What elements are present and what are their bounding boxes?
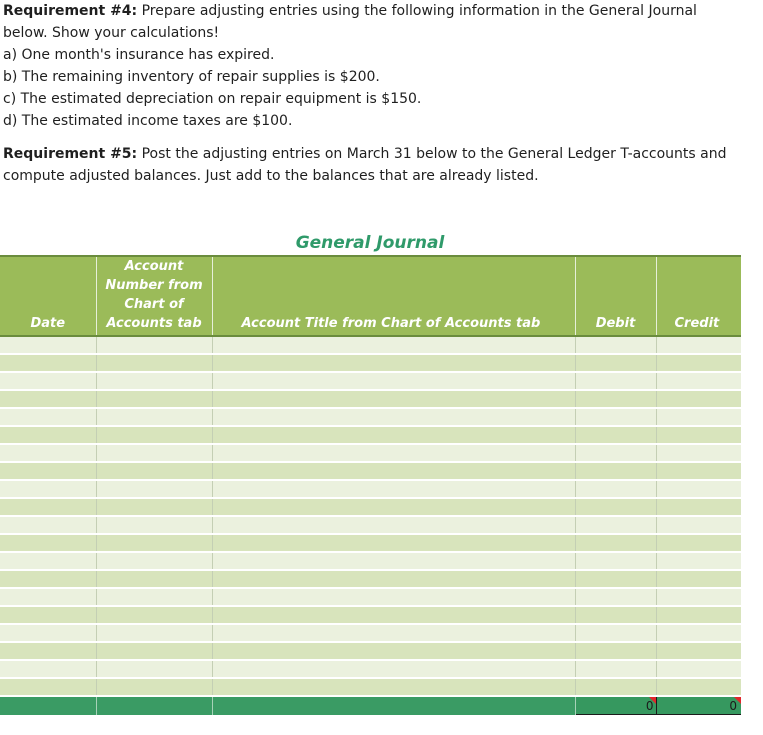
journal-account-title-cell[interactable] (212, 516, 575, 534)
credit-column-header: Credit (656, 256, 741, 336)
journal-debit-cell[interactable] (575, 678, 656, 696)
journal-debit-cell[interactable] (575, 498, 656, 516)
account-number-header-line: Chart of (124, 297, 184, 312)
journal-debit-cell[interactable] (575, 390, 656, 408)
journal-account-number-cell[interactable] (96, 372, 212, 390)
journal-date-cell[interactable] (0, 678, 96, 696)
journal-credit-cell[interactable] (656, 552, 741, 570)
journal-credit-cell[interactable] (656, 444, 741, 462)
journal-entry-row (0, 678, 741, 696)
journal-debit-cell[interactable] (575, 534, 656, 552)
requirement-5-line-2: compute adjusted balances. Just add to the balances that are already listed. (3, 168, 539, 184)
requirement-5-line-1 (3, 143, 759, 165)
total-date-cell (0, 696, 96, 715)
total-account-title-cell (212, 696, 575, 715)
journal-entry-row (0, 408, 741, 426)
journal-account-title-cell[interactable] (212, 678, 575, 696)
journal-account-title-cell[interactable] (212, 552, 575, 570)
journal-account-title-cell[interactable] (212, 354, 575, 372)
journal-date-cell[interactable] (0, 372, 96, 390)
requirement-5-text: Post the adjusting entries on March 31 below to the General Ledger T-accounts and (137, 146, 727, 162)
journal-body (0, 336, 741, 696)
journal-credit-cell[interactable] (656, 390, 741, 408)
journal-debit-cell[interactable] (575, 336, 656, 354)
journal-date-cell[interactable] (0, 498, 96, 516)
journal-account-number-cell[interactable] (96, 534, 212, 552)
comment-indicator-icon[interactable] (649, 697, 656, 704)
journal-account-number-cell[interactable] (96, 444, 212, 462)
journal-entry-row (0, 570, 741, 588)
journal-credit-cell[interactable] (656, 606, 741, 624)
journal-entry-row (0, 480, 741, 498)
debit-column-header: Debit (575, 256, 656, 336)
journal-account-number-cell[interactable] (96, 642, 212, 660)
journal-entry-row (0, 498, 741, 516)
journal-entry-row (0, 444, 741, 462)
journal-credit-cell[interactable] (656, 354, 741, 372)
journal-date-cell[interactable] (0, 354, 96, 372)
requirement-4-item-c: c) The estimated depreciation on repair equipment is $150. (3, 91, 422, 107)
journal-account-title-cell[interactable] (212, 480, 575, 498)
journal-entry-row (0, 462, 741, 480)
credit-total-value: 0 (729, 698, 737, 713)
requirement-4-text: Prepare adjusting entries using the following information in the General Journal (137, 3, 697, 19)
comment-indicator-icon[interactable] (734, 697, 741, 704)
journal-debit-cell[interactable] (575, 570, 656, 588)
instructions (3, 0, 759, 187)
requirement-4-line-1 (3, 0, 759, 22)
journal-account-number-cell[interactable] (96, 336, 212, 354)
journal-header-row (0, 256, 741, 336)
journal-entry-row (0, 426, 741, 444)
journal-account-number-cell[interactable] (96, 606, 212, 624)
requirement-4-label: Requirement #4: (3, 3, 138, 19)
journal-account-number-cell[interactable] (96, 354, 212, 372)
journal-credit-cell[interactable] (656, 570, 741, 588)
journal-credit-cell[interactable] (656, 534, 741, 552)
journal-account-title-cell[interactable] (212, 660, 575, 678)
journal-entry-row (0, 660, 741, 678)
requirement-4-item-b: b) The remaining inventory of repair supplies is $200. (3, 69, 380, 85)
journal-debit-cell[interactable] (575, 444, 656, 462)
journal-debit-cell[interactable] (575, 372, 656, 390)
account-number-header-line: Account (124, 259, 184, 274)
journal-credit-cell[interactable] (656, 588, 741, 606)
journal-entry-row (0, 642, 741, 660)
journal-entry-row (0, 372, 741, 390)
journal-credit-cell[interactable] (656, 408, 741, 426)
journal-credit-cell[interactable] (656, 624, 741, 642)
journal-entry-row (0, 354, 741, 372)
journal-account-number-cell[interactable] (96, 588, 212, 606)
journal-entry-row (0, 534, 741, 552)
journal-date-cell[interactable] (0, 408, 96, 426)
journal-debit-cell[interactable] (575, 624, 656, 642)
journal-date-cell[interactable] (0, 516, 96, 534)
journal-account-title-cell[interactable] (212, 624, 575, 642)
journal-date-cell[interactable] (0, 390, 96, 408)
journal-date-cell[interactable] (0, 336, 96, 354)
journal-credit-cell[interactable] (656, 336, 741, 354)
journal-entry-row (0, 336, 741, 354)
journal-credit-cell[interactable] (656, 660, 741, 678)
journal-credit-cell[interactable] (656, 642, 741, 660)
requirement-4-item-a: a) One month's insurance has expired. (3, 47, 275, 63)
journal-date-cell[interactable] (0, 606, 96, 624)
journal-credit-cell[interactable] (656, 678, 741, 696)
journal-date-cell[interactable] (0, 534, 96, 552)
journal-account-number-cell[interactable] (96, 516, 212, 534)
journal-entry-row (0, 516, 741, 534)
date-column-header: Date (0, 256, 96, 336)
debit-total-cell[interactable] (575, 696, 656, 715)
journal-entry-row (0, 606, 741, 624)
journal-account-title-cell[interactable] (212, 390, 575, 408)
journal-date-cell[interactable] (0, 642, 96, 660)
journal-debit-cell[interactable] (575, 516, 656, 534)
journal-date-cell[interactable] (0, 462, 96, 480)
journal-account-title-cell[interactable] (212, 498, 575, 516)
journal-credit-cell[interactable] (656, 462, 741, 480)
journal-account-number-cell[interactable] (96, 624, 212, 642)
journal-date-cell[interactable] (0, 480, 96, 498)
journal-debit-cell[interactable] (575, 462, 656, 480)
journal-account-number-cell[interactable] (96, 498, 212, 516)
journal-entry-row (0, 624, 741, 642)
journal-account-title-cell[interactable] (212, 588, 575, 606)
journal-date-cell[interactable] (0, 570, 96, 588)
journal-debit-cell[interactable] (575, 642, 656, 660)
journal-account-number-cell[interactable] (96, 408, 212, 426)
journal-account-title-cell[interactable] (212, 606, 575, 624)
journal-account-number-cell[interactable] (96, 660, 212, 678)
journal-account-title-cell[interactable] (212, 642, 575, 660)
journal-date-cell[interactable] (0, 426, 96, 444)
journal-debit-cell[interactable] (575, 354, 656, 372)
journal-credit-cell[interactable] (656, 372, 741, 390)
account-number-header-line: Accounts tab (106, 316, 202, 331)
requirement-5-label: Requirement #5: (3, 146, 138, 162)
journal-entry-row (0, 552, 741, 570)
journal-date-cell[interactable] (0, 588, 96, 606)
journal-account-title-cell[interactable] (212, 336, 575, 354)
journal-debit-cell[interactable] (575, 606, 656, 624)
journal-account-number-cell[interactable] (96, 426, 212, 444)
credit-total-cell[interactable] (656, 696, 741, 715)
journal-account-title-cell[interactable] (212, 534, 575, 552)
journal-account-title-cell[interactable] (212, 408, 575, 426)
journal-account-title-cell[interactable] (212, 426, 575, 444)
journal-debit-cell[interactable] (575, 408, 656, 426)
journal-date-cell[interactable] (0, 444, 96, 462)
journal-credit-cell[interactable] (656, 426, 741, 444)
journal-title: General Journal (295, 233, 445, 253)
total-account-number-cell (96, 696, 212, 715)
journal-debit-cell[interactable] (575, 588, 656, 606)
account-number-header-line: Number from (105, 278, 203, 293)
journal-debit-cell[interactable] (575, 552, 656, 570)
requirement-4-item-d: d) The estimated income taxes are $100. (3, 113, 293, 129)
journal-account-title-cell[interactable] (212, 372, 575, 390)
journal-date-cell[interactable] (0, 624, 96, 642)
journal-credit-cell[interactable] (656, 498, 741, 516)
journal-entry-row (0, 390, 741, 408)
journal-account-title-cell[interactable] (212, 462, 575, 480)
journal-account-number-cell[interactable] (96, 480, 212, 498)
journal-account-number-cell[interactable] (96, 552, 212, 570)
journal-credit-cell[interactable] (656, 480, 741, 498)
debit-total-value: 0 (645, 698, 654, 713)
journal-debit-cell[interactable] (575, 426, 656, 444)
journal-account-number-cell[interactable] (96, 570, 212, 588)
journal-entry-row (0, 588, 741, 606)
journal-account-title-cell[interactable] (212, 570, 575, 588)
journal-account-number-cell[interactable] (96, 462, 212, 480)
journal-date-cell[interactable] (0, 552, 96, 570)
general-journal-table (0, 255, 741, 715)
journal-credit-cell[interactable] (656, 516, 741, 534)
journal-account-number-cell[interactable] (96, 390, 212, 408)
journal-debit-cell[interactable] (575, 660, 656, 678)
journal-date-cell[interactable] (0, 660, 96, 678)
journal-debit-cell[interactable] (575, 480, 656, 498)
journal-account-title-cell[interactable] (212, 444, 575, 462)
requirement-4-line-2: below. Show your calculations! (3, 25, 220, 41)
account-title-column-header: Account Title from Chart of Accounts tab (212, 256, 575, 336)
account-number-column-header (96, 256, 212, 336)
journal-total-row (0, 696, 741, 715)
journal-account-number-cell[interactable] (96, 678, 212, 696)
